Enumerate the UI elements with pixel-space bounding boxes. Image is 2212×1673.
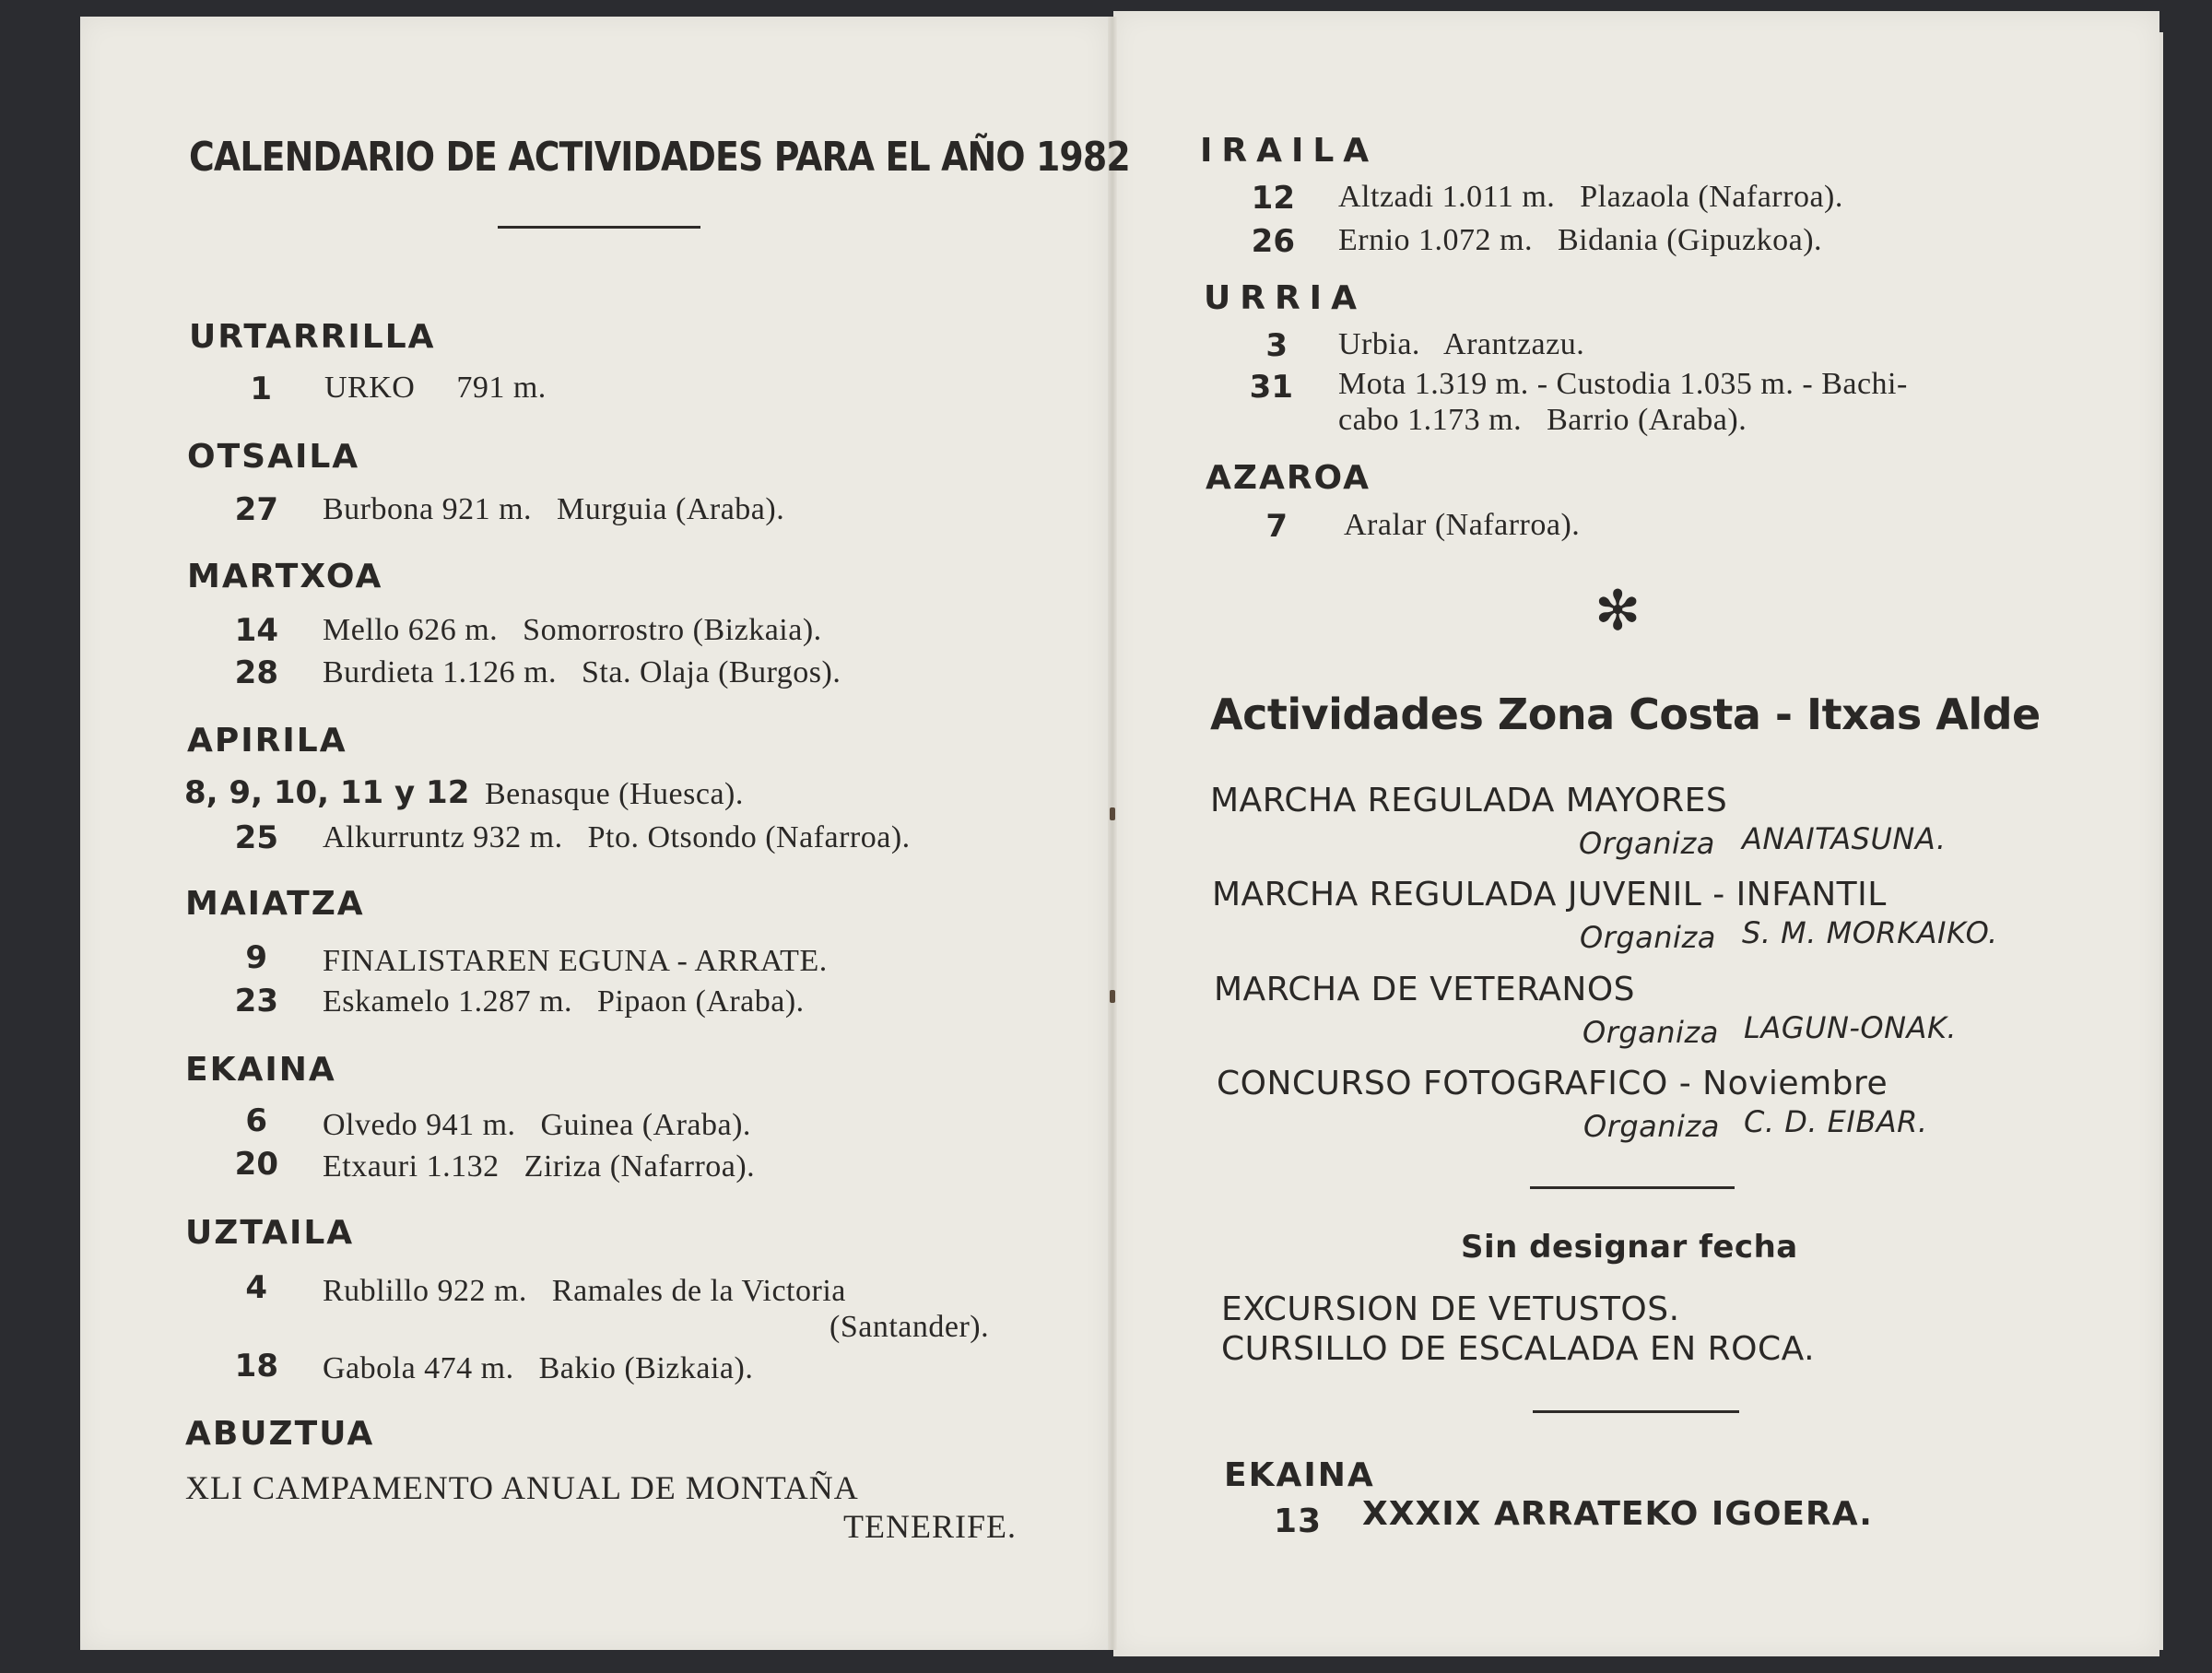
organizer-name: ANAITASUNA.: [1742, 821, 1947, 856]
page-gutter: [1108, 17, 1117, 1650]
page-title: CALENDARIO DE ACTIVIDADES PARA EL AÑO 1982: [189, 134, 1130, 181]
title-rule: [498, 226, 700, 229]
entry-day: 6: [245, 1102, 267, 1139]
entry-text: Eskamelo 1.287 m. Pipaon (Araba).: [323, 984, 805, 1019]
entry-day: 20: [234, 1146, 278, 1183]
event-line-continuation: TENERIFE.: [843, 1508, 1017, 1545]
section-heading: Sin designar fecha: [1461, 1229, 1798, 1266]
entry-text: Burdieta 1.126 m. Sta. Olaja (Burgos).: [323, 655, 841, 689]
month-heading: APIRILA: [187, 722, 347, 760]
entry-day: 26: [1251, 223, 1295, 260]
event-line: XLI CAMPAMENTO ANUAL DE MONTAÑA: [185, 1469, 859, 1506]
staple: [1110, 990, 1115, 1003]
month-heading: EKAINA: [185, 1051, 336, 1089]
entry-day: 18: [234, 1348, 278, 1384]
month-heading: AZAROA: [1206, 459, 1371, 497]
entry-text: URKO 791 m.: [324, 371, 547, 405]
entry-text: Altzadi 1.011 m. Plazaola (Nafarroa).: [1338, 180, 1843, 214]
organizer-name: C. D. EIBAR.: [1744, 1104, 1928, 1139]
list-item: CURSILLO DE ESCALADA EN ROCA.: [1221, 1330, 1816, 1368]
month-heading: URTARRILLA: [189, 318, 436, 356]
organizer-label: Organiza: [1579, 826, 1715, 861]
entry-day: 14: [234, 612, 278, 649]
month-heading: OTSAILA: [187, 438, 360, 476]
entry-text: Benasque (Huesca).: [485, 777, 744, 811]
entry-day: 23: [234, 983, 278, 1019]
entry-text: Rublillo 922 m. Ramales de la Victoria: [323, 1274, 846, 1308]
staple: [1110, 807, 1115, 820]
entry-day: 31: [1249, 369, 1293, 406]
activity-name: MARCHA DE VETERANOS: [1214, 971, 1636, 1008]
list-item: EXCURSION DE VETUSTOS.: [1221, 1290, 1680, 1328]
entry-day: 7: [1265, 508, 1288, 545]
entry-day: 12: [1251, 180, 1295, 217]
organizer-label: Organiza: [1583, 1015, 1719, 1050]
organizer-name: S. M. MORKAIKO.: [1742, 915, 1998, 950]
entry-text: Mota 1.319 m. - Custodia 1.035 m. - Bachi-: [1338, 367, 1908, 401]
entry-text: Etxauri 1.132 Ziriza (Nafarroa).: [323, 1149, 756, 1184]
month-heading: MAIATZA: [185, 885, 365, 923]
entry-text-continuation: (Santander).: [830, 1310, 990, 1344]
entry-day: 27: [234, 491, 278, 528]
section-rule: [1533, 1410, 1739, 1413]
month-heading: URRIA: [1204, 279, 1366, 317]
entry-day: 8, 9, 10, 11 y 12: [184, 774, 470, 811]
month-heading: MARTXOA: [187, 558, 383, 595]
activity-name: MARCHA REGULADA MAYORES: [1210, 782, 1728, 819]
month-heading: ABUZTUA: [185, 1415, 375, 1453]
entry-text: Ernio 1.072 m. Bidania (Gipuzkoa).: [1338, 223, 1823, 257]
month-heading: EKAINA: [1224, 1456, 1375, 1494]
entry-text: Burbona 921 m. Murguia (Araba).: [323, 492, 785, 526]
entry-text-continuation: cabo 1.173 m. Barrio (Araba).: [1338, 403, 1747, 437]
month-heading: UZTAILA: [185, 1214, 355, 1252]
zone-title: Actividades Zona Costa - Itxas Alde: [1210, 689, 2041, 739]
entry-text: XXXIX ARRATEKO IGOERA.: [1362, 1495, 1873, 1533]
organizer-name: LAGUN-ONAK.: [1744, 1010, 1958, 1045]
entry-day: 13: [1274, 1502, 1323, 1540]
entry-text: Olvedo 941 m. Guinea (Araba).: [323, 1108, 751, 1142]
entry-text: Urbia. Arantzazu.: [1338, 327, 1585, 361]
section-rule: [1530, 1186, 1735, 1189]
entry-day: 9: [245, 939, 267, 976]
activity-name: MARCHA REGULADA JUVENIL - INFANTIL: [1212, 876, 1887, 913]
asterisk-ornament-icon: ✻: [1594, 579, 1641, 643]
entry-day: 3: [1265, 327, 1288, 364]
entry-text: Gabola 474 m. Bakio (Bizkaia).: [323, 1351, 754, 1385]
entry-text: Alkurruntz 932 m. Pto. Otsondo (Nafarroa).: [323, 820, 911, 854]
entry-day: 28: [234, 654, 278, 691]
entry-text: FINALISTAREN EGUNA - ARRATE.: [323, 944, 828, 978]
entry-day: 4: [245, 1269, 267, 1306]
entry-day: 25: [234, 819, 278, 856]
entry-day: 1: [250, 371, 272, 407]
organizer-label: Organiza: [1583, 1109, 1720, 1144]
month-heading: IRAILA: [1200, 132, 1379, 170]
activity-name: CONCURSO FOTOGRAFICO - Noviembre: [1217, 1065, 1888, 1102]
entry-text: Mello 626 m. Somorrostro (Bizkaia).: [323, 613, 822, 647]
entry-text: Aralar (Nafarroa).: [1344, 508, 1581, 542]
organizer-label: Organiza: [1580, 920, 1716, 955]
